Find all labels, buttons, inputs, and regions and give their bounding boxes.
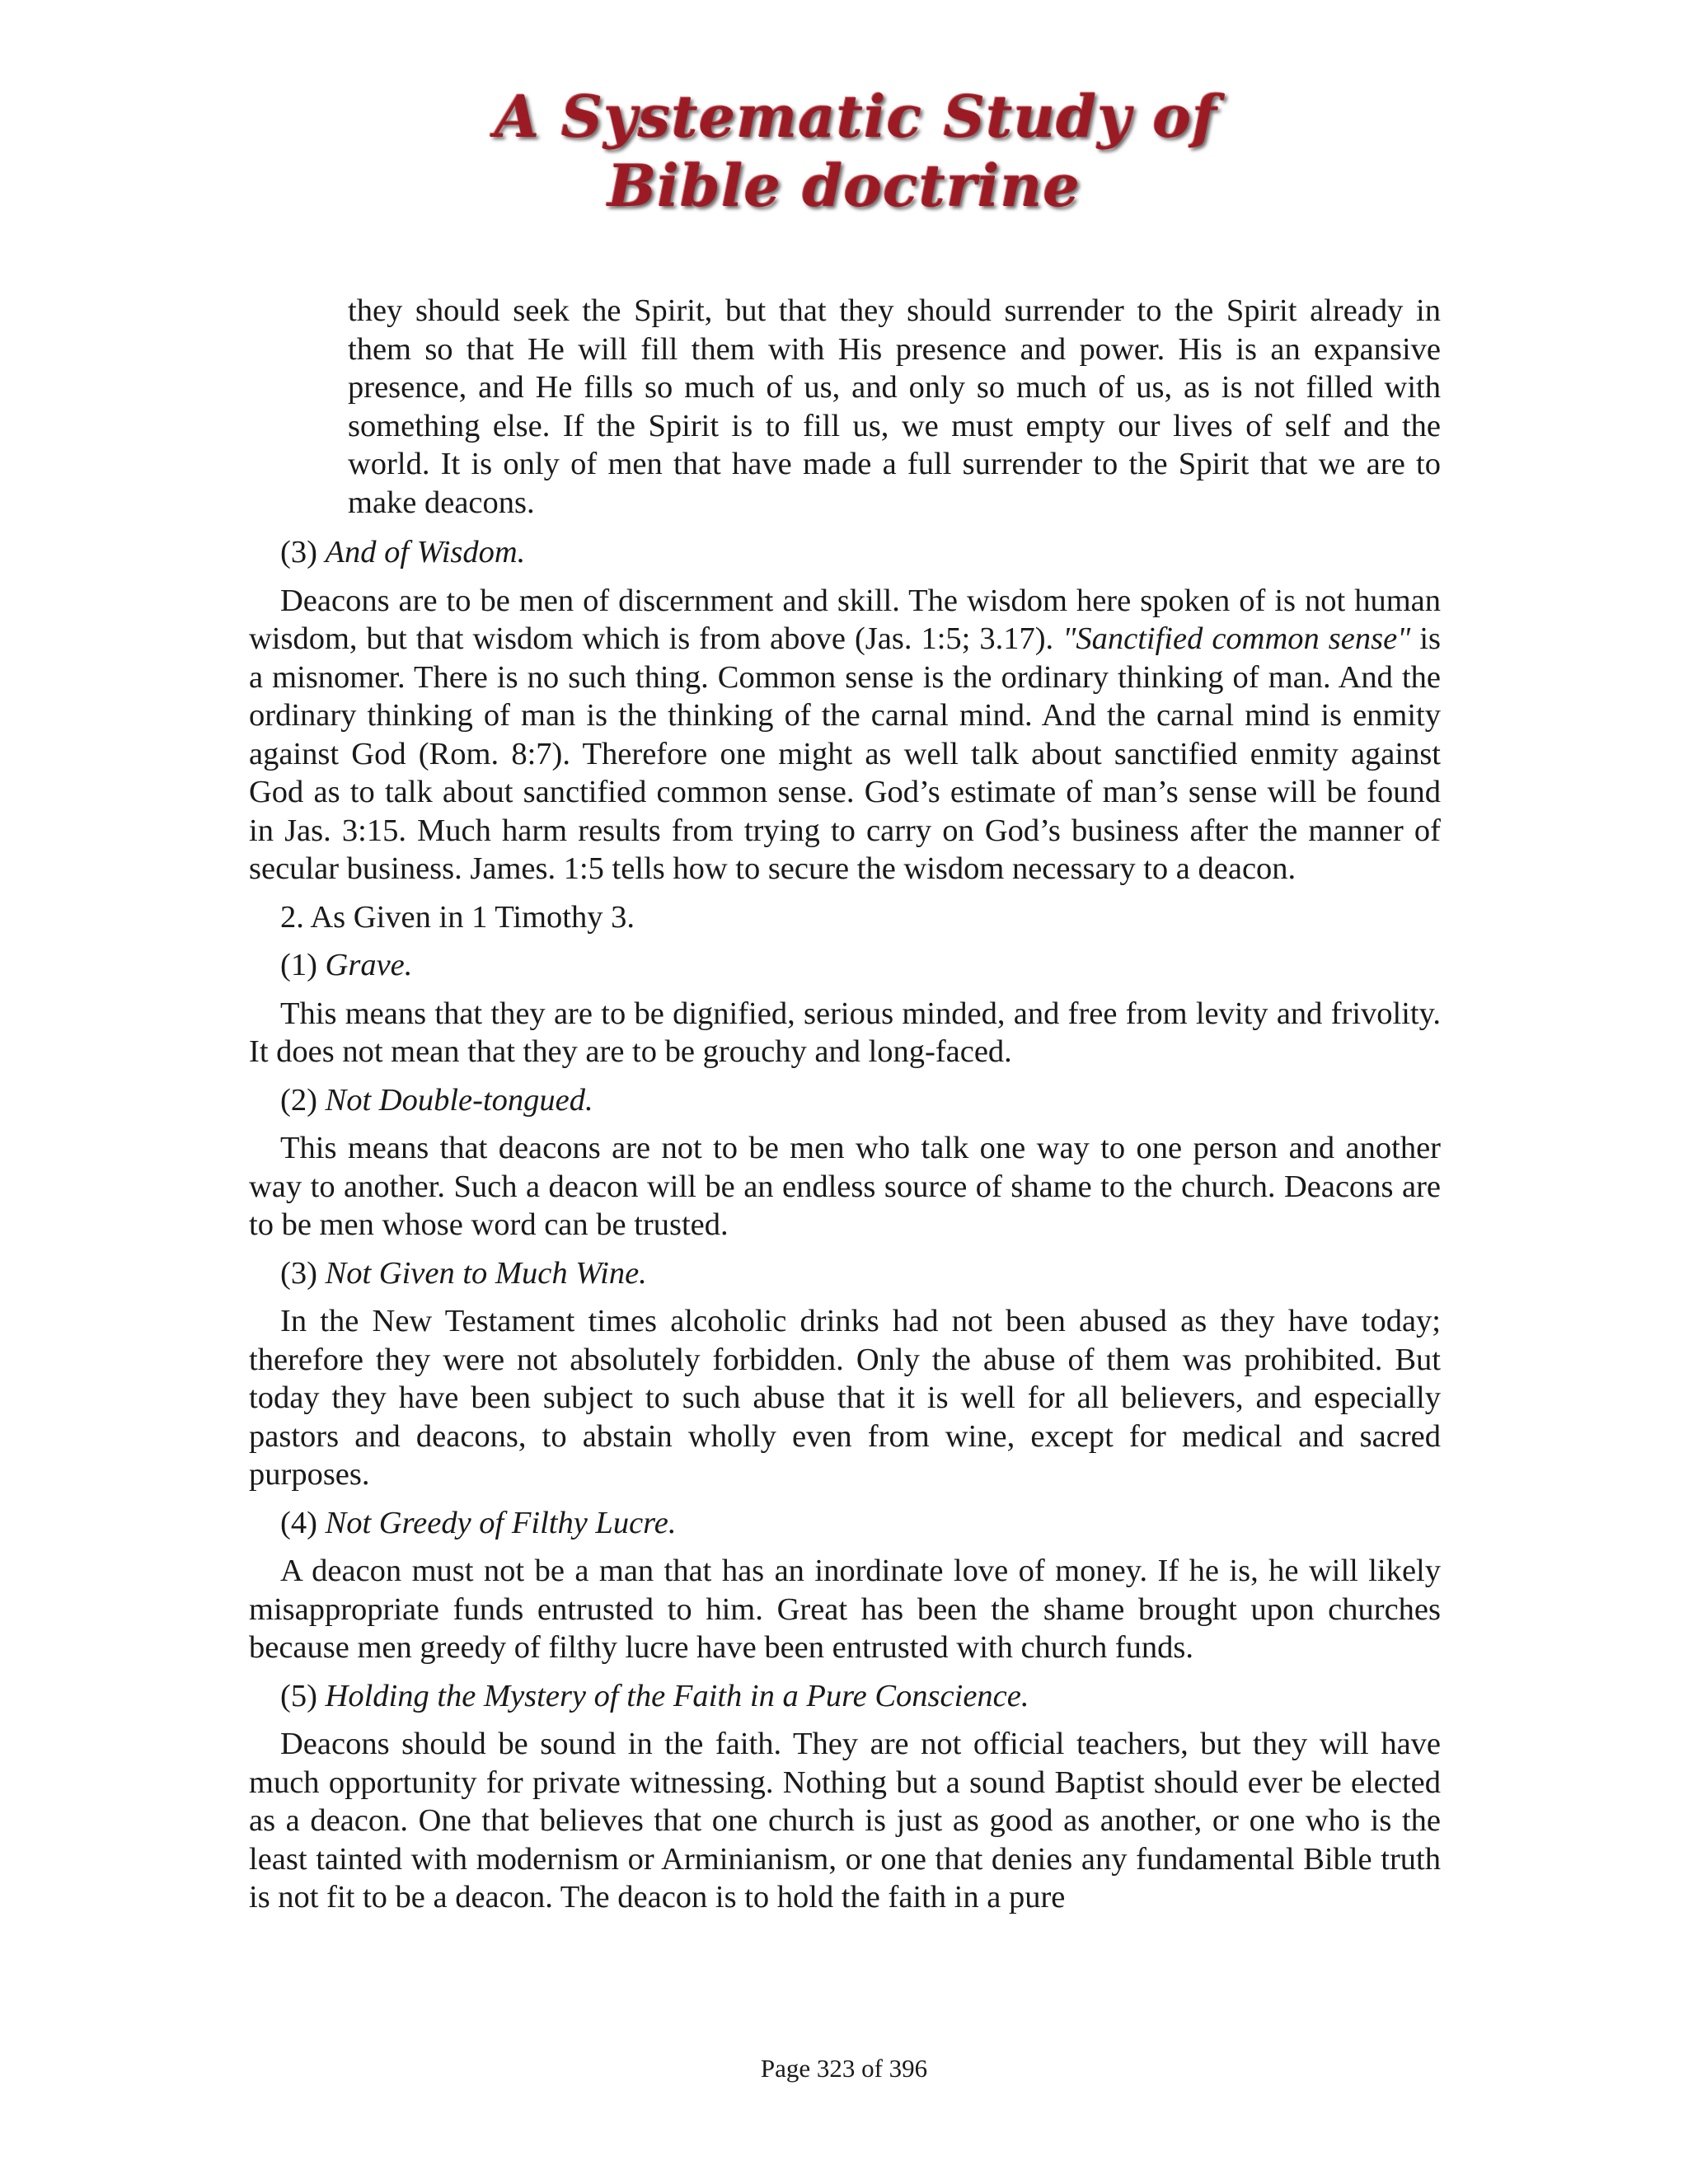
heading-grave <box>280 946 1441 985</box>
continuation-paragraph: they should seek the Spirit, but that they should surrender to the Spirit already in them so that He will fill them with His presence and power. His is an expansive presence, and He fills so much of us, and only so much of us, as is not filled with something else. If the Spirit is to fill us, we must empty our lives of self and the world. It is only of men that have made a full surrender to the Spirit that we are to make deacons. <box>348 293 1441 520</box>
heading-title: Not Given to Much Wine. <box>325 1255 647 1291</box>
paragraph-grave: This means that they are to be dignified, serious minded, and free from levity and frivolity. It does not mean that they are to be grouchy and long-faced. <box>249 996 1441 1069</box>
paragraph-text: is a misnomer. There is no such thing. Common sense is the ordinary thinking of man. And the ordinary thinking of man is the thinking of the carnal mind. And the carnal mind is enmity against God (Rom. 8:7). Therefore one might as well talk about sanctified enmity against God as to talk about sanctified common sense. God’s estimate of man’s sense will be found in Jas. 3:15. Much harm results from trying to carry on God’s business after the manner of secular business. James. 1:5 tells how to secure the wisdom necessary to a deacon. <box>249 621 1442 886</box>
heading-wisdom <box>280 533 1441 572</box>
page-number: Page 323 of 396 <box>760 2054 928 2083</box>
heading-title: Not Double-tongued. <box>325 1082 593 1118</box>
paragraph-wisdom <box>249 582 1441 888</box>
heading-title: Grave. <box>325 948 413 982</box>
banner-title-line-2: Bible doctrine <box>607 152 1081 220</box>
heading-lucre <box>280 1504 1441 1543</box>
page-body <box>249 292 1441 1917</box>
heading-mystery <box>280 1677 1441 1716</box>
paragraph-text: Deacons are to be men of discernment and skill. The wisdom here spoken of is not human wisdom, but that wisdom which is from above (Jas. 1:5; 3.17). <box>249 583 1441 656</box>
heading-number: (2) <box>280 1082 317 1118</box>
heading-title: Holding the Mystery of the Faith in a Pure Conscience. <box>325 1678 1029 1713</box>
paragraph-double-tongued: This means that deacons are not to be men who talk one way to one person and another way to another. Such a deacon will be an endless source of shame to the church. Deacons are to be men whose word can be trusted. <box>249 1131 1441 1242</box>
heading-number: (1) <box>280 948 317 982</box>
heading-number: (3) <box>280 1255 317 1291</box>
section-heading-timothy: 2. As Given in 1 Timothy 3. <box>280 899 635 935</box>
heading-title: And of Wisdom. <box>325 535 526 569</box>
heading-number: (5) <box>280 1678 317 1713</box>
quoted-phrase: "Sanctified common sense" <box>1062 621 1411 656</box>
heading-wine <box>280 1254 1441 1293</box>
heading-number: (3) <box>280 535 317 569</box>
heading-title: Not Greedy of Filthy Lucre. <box>325 1505 677 1540</box>
paragraph-lucre: A deacon must not be a man that has an inordinate love of money. If he is, he will likely misappropriate funds entrusted to him. Great has been the shame brought upon churches because men greedy of filthy lucre have been entrusted with church funds. <box>249 1554 1441 1665</box>
heading-number: (4) <box>280 1505 317 1540</box>
paragraph-wine: In the New Testament times alcoholic drinks had not been abused as they have today; therefore they were not absolutely forbidden. Only the abuse of them was prohibited. But today they have been subject to such abuse that it is well for all believers, and especially pastors and deacons, to abstain wholly even from wine, except for medical and sacred purposes. <box>249 1304 1441 1492</box>
heading-double-tongued <box>280 1081 1441 1120</box>
title-banner <box>495 82 1218 239</box>
paragraph-mystery: Deacons should be sound in the faith. They are not official teachers, but they will have much opportunity for private witnessing. Nothing but a sound Baptist should ever be elected as a deacon. One that believes that one church is just as good as another, or one who is the least tainted with modernism or Arminianism, or one that denies any fundamental Bible truth is not fit to be a deacon. The deacon is to hold the faith in a pure <box>249 1727 1441 1915</box>
banner-title-line-1: A Systematic Study of <box>495 82 1218 151</box>
